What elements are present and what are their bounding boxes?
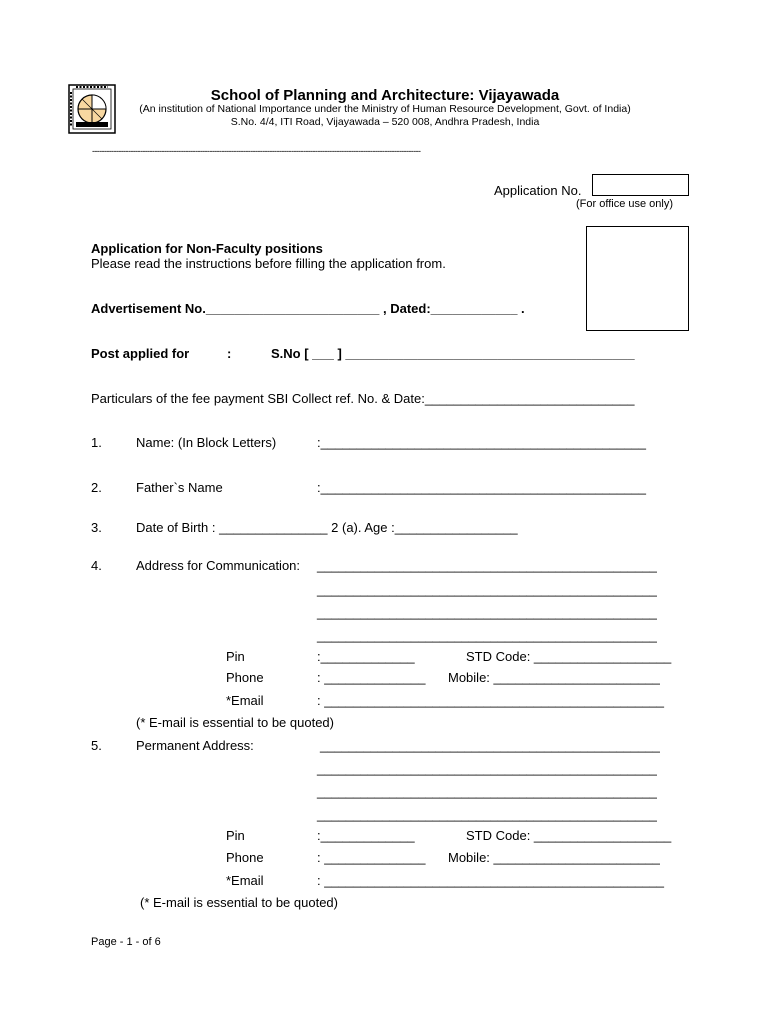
office-use-label: (For office use only) [576,198,674,210]
comm-phone-input[interactable]: : ______________ [317,670,426,685]
dob-age-field[interactable]: Date of Birth : _______________ 2 (a). Age :_________________ [136,520,518,535]
email-note-1: (* E-mail is essential to be quoted) [136,715,334,730]
comm-mobile-field[interactable]: Mobile: _______________________ [448,670,660,685]
advertisement-field[interactable]: Advertisement No.________________________ , Dated:____________ . [91,301,525,316]
perm-pin-input[interactable]: :_____________ [317,828,415,843]
perm-phone-label: Phone [226,850,264,865]
name-label: Name: (In Block Letters) [136,435,277,450]
application-no-input[interactable] [592,174,689,196]
institution-address: S.No. 4/4, ITI Road, Vijayawada – 520 008, Andhra Pradesh, India [230,116,540,128]
perm-address-line-4[interactable]: _______________________________________________ [317,807,657,822]
comm-std-code-field[interactable]: STD Code: ___________________ [466,649,672,664]
comm-address-line-3[interactable]: _______________________________________________ [317,605,657,620]
perm-email-input[interactable]: : _______________________________________________ [317,873,665,888]
comm-pin-input[interactable]: :_____________ [317,649,415,664]
page-number: Page - 1 - of 6 [91,936,161,948]
form-instruction: Please read the instructions before filling the application from. [91,256,446,271]
field-2-number: 2. [91,480,102,495]
post-applied-colon: : [227,346,232,361]
field-4-number: 4. [91,558,102,573]
father-name-label: Father`s Name [136,480,223,495]
perm-address-line-2[interactable]: _______________________________________________ [317,761,657,776]
perm-address-line-1[interactable]: _______________________________________________ [320,738,660,753]
comm-address-label: Address for Communication: [136,558,301,573]
perm-address-line-3[interactable]: _______________________________________________ [317,784,657,799]
perm-email-label: *Email [226,873,264,888]
form-title: Application for Non-Faculty positions [91,241,323,256]
comm-address-line-2[interactable]: _______________________________________________ [317,582,657,597]
post-sno-field[interactable]: S.No [ ___ ] ________________________________________ [271,346,635,361]
field-5-number: 5. [91,738,102,753]
institution-title: School of Planning and Architecture: Vijayawada [210,87,560,104]
name-input-line[interactable]: :_____________________________________________ [317,435,646,450]
perm-mobile-field[interactable]: Mobile: _______________________ [448,850,660,865]
post-applied-label: Post applied for [91,346,190,361]
comm-email-label: *Email [226,693,264,708]
comm-email-input[interactable]: : _______________________________________________ [317,693,665,708]
institution-subtitle: (An institution of National Importance under the Ministry of Human Resource Development, Govt. of India) [139,103,631,115]
field-3-number: 3. [91,520,102,535]
application-no-label: Application No. [494,183,582,198]
perm-phone-input[interactable]: : ______________ [317,850,426,865]
comm-address-line-4[interactable]: _______________________________________________ [317,628,657,643]
photo-box[interactable] [586,226,689,331]
comm-phone-label: Phone [226,670,264,685]
fee-payment-field[interactable]: Particulars of the fee payment SBI Collect ref. No. & Date:_____________________________ [91,391,635,406]
permanent-address-label: Permanent Address: [136,738,254,753]
comm-pin-label: Pin [226,649,245,664]
field-1-number: 1. [91,435,102,450]
comm-address-line-1[interactable]: _______________________________________________ [317,558,657,573]
header-divider: ----------------------------------------------------------------------------------------------------------------------------------------- [92,146,421,156]
email-note-2: (* E-mail is essential to be quoted) [140,895,338,910]
perm-std-code-field[interactable]: STD Code: ___________________ [466,828,672,843]
father-name-input-line[interactable]: :_____________________________________________ [317,480,646,495]
perm-pin-label: Pin [226,828,245,843]
